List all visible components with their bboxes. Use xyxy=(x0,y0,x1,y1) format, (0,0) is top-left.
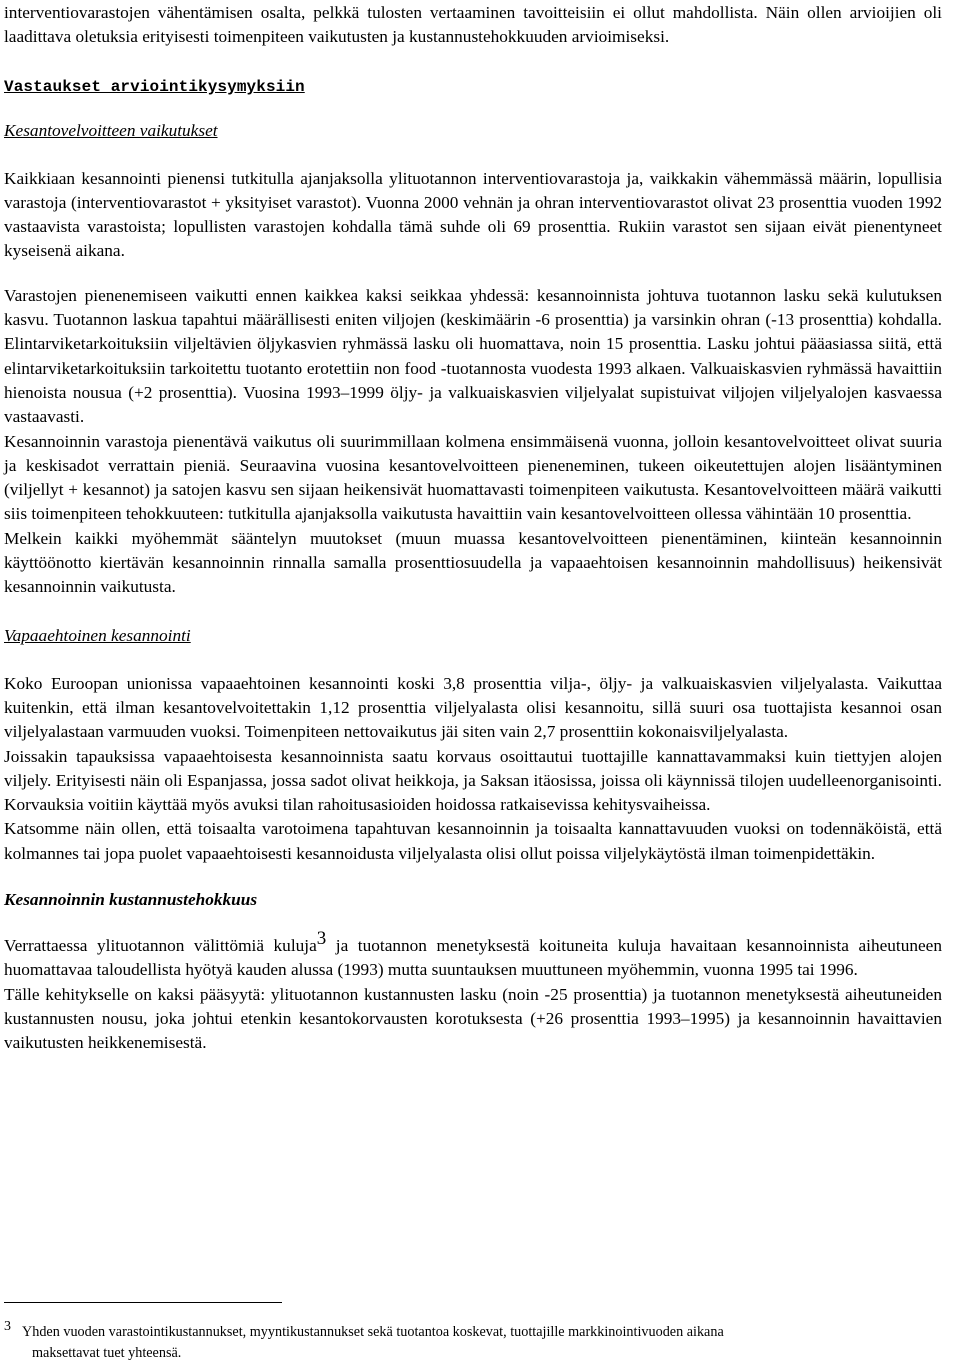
footnote-divider xyxy=(4,1302,282,1303)
paragraph-s3-1-end: ja tuotannon menetyksestä koituneita kuluja havaitaan kesannoinnista aiheutuneen huomattavaa taloudellista hyötyä kauden alussa (1993) mutta suuntauksen muuttuneen myöhemmin, vuonna 1995 tai 1996. xyxy=(4,936,942,980)
paragraph-s2-3: Katsomme näin ollen, että toisaalta varotoimena tapahtuvan kesannoinnin ja toisaalta kannattavuuden vuoksi on todennäköistä, että kolmannes tai jopa puolet vapaaehtoisesti kesannoidusta viljelyalasta olisi ollut poissa viljelykäytöstä ilman toimenpidettäkin. xyxy=(4,819,942,863)
heading-answers: Vastaukset arviointikysymyksiin xyxy=(4,77,305,96)
heading-cost-effectiveness: Kesannoinnin kustannustehokkuus xyxy=(4,890,258,910)
paragraph-s3-2: Tälle kehitykselle on kaksi pääsyytä: ylituotannon kustannusten lasku (noin -25 prosenttia) ja tuotannon menetyksestä aiheutuneiden kustannusten nousu, joka johtui etenkin kesantokorvausten korotuksesta (+26 prosenttia 1993–1995) ja kesannoinnin havaittavien vaikutusten heikkenemisestä. xyxy=(4,984,942,1053)
paragraph-s3-1-start: Verrattaessa ylituotannon välittömiä kuluja xyxy=(4,936,317,956)
footnote-line-1: Yhden vuoden varastointikustannukset, myyntikustannukset sekä tuotantoa koskevat, tuottajille markkinointivuoden aikana xyxy=(22,1324,724,1340)
heading-voluntary-set-aside: Vapaaehtoinen kesannointi xyxy=(4,625,191,645)
paragraph-s2-2: Joissakin tapauksissa vapaaehtoisesta kesannoinnista saatu korvaus osoittautui tuottajille kannattavammaksi kuin tiettyjen alojen viljely. Erityisesti näin oli Espanjassa, jossa sadot olivat heikkoja, ja Saksan itäosissa, joissa oli käynnissä tilojen uudelleenorganisointi. Korvauksia voitiin käyttää myös avuksi tilan rahoitusasioiden hoidossa ratkaisevissa kehitysvaiheissa. xyxy=(4,746,942,815)
paragraph-s3-1 xyxy=(4,928,942,983)
paragraph-s1-4: Melkein kaikki myöhemmät sääntelyn muutokset (muun muassa kesantovelvoitteen pienentäminen, kiinteän kesannoinnin käyttöönotto kiertävän kesannoinnin rinnalla samalla prosenttiosuudella ja vapaaehtoisen kesannoinnin mahdollisuus) heikensivät kesannoinnin vaikutusta. xyxy=(4,528,942,597)
footnote-line-2: maksettavat tuet yhteensä. xyxy=(32,1345,182,1361)
paragraph-s1-1: Kaikkiaan kesannointi pienensi tutkitulla ajanjaksolla ylituotannon interventiovarastoja ja, vaikkakin vähemmässä määrin, lopullisia varastoja (interventiovarastot + yksityiset varastot). Vuonna 2000 vehnän ja ohran interventiovarastot olivat 23 prosenttia vuoden 1992 vastaavista varastoista; lopullisten varastojen kohdalla tämä suhde oli 69 prosenttia. Rukiin varastot sen sijaan eivät pienentyneet kyseisenä aikana. xyxy=(4,168,942,261)
footnote-number: 3 xyxy=(4,1319,11,1334)
paragraph-s2-1: Koko Euroopan unionissa vapaaehtoinen kesannointi koski 3,8 prosenttia vilja-, öljy- ja valkuaiskasvien viljelyalasta. Vaikuttaa kuitenkin, että ilman kesantovelvoitettakin 1,12 prosenttia viljelyalasta olisi kesannoitu, sillä suuri osa tuottajista kesannoi osan viljelyalastaan varmuuden vuoksi. Toimenpiteen nettovaikutus jäi siten vain 2,7 prosenttiin kokonaisviljelyalasta. xyxy=(4,673,942,742)
footnote xyxy=(4,1319,957,1364)
paragraph-s1-3: Kesannoinnin varastoja pienentävä vaikutus oli suurimmillaan kolmena ensimmäisenä vuonna, jolloin kesantovelvoitteet olivat suuria ja keskisadot verrattain pieniä. Seuraavina vuosina kesantovelvoitteen pieneneminen, tukeen oikeutettujen alojen lisääntyminen (viljellyt + kesannot) ja satojen kasvu sen sijaan heikensivät huomattavasti toimenpiteen vaikutusta. Kesantovelvoitteen määrä vaikutti siis toimenpiteen tehokkuuteen: tutkitulla ajanjaksolla vaikutusta havaittiin vain kesantovelvoitteen ollessa vähintään 10 prosenttia. xyxy=(4,431,942,524)
paragraph-s1-2: Varastojen pienenemiseen vaikutti ennen kaikkea kaksi seikkaa yhdessä: kesannoinnista johtuva tuotannon lasku sekä kulutuksen kasvu. Tuotannon laskua tapahtui määrällisesti eniten viljojen (keskimäärin -6 prosenttia) ja varsinkin ohran (-13 prosenttia) kohdalla. Elintarviketarkoituksiin viljeltävien öljykasvien ryhmässä lasku oli huomattava, noin 15 prosenttia. Lasku johtui pääasiassa siitä, että elintarviketarkoituksiin tarkoitettu tuotanto erotettiin non food -tuotannosta vuodesta 1993 alkaen. Valkuaiskasvien ryhmässä havaittiin hienoista nousua (+2 prosenttia). Vuosina 1993–1999 öljy- ja valkuaiskasvien viljelyalat supistuivat viljojen viljelyalojen kasvaessa vastaavasti. xyxy=(4,285,942,427)
footnote-reference: 3 xyxy=(316,928,327,950)
heading-set-aside-effects: Kesantovelvoitteen vaikutukset xyxy=(4,120,218,140)
paragraph-intro: interventiovarastojen vähentämisen osalta, pelkkä tulosten vertaaminen tavoitteisiin ei ollut mahdollista. Näin ollen arvioijien oli laadittava oletuksia erityisesti toimenpiteen vaikutusten ja kustannustehokkuuden arvioimiseksi. xyxy=(4,3,942,47)
document-page xyxy=(4,1,942,1056)
